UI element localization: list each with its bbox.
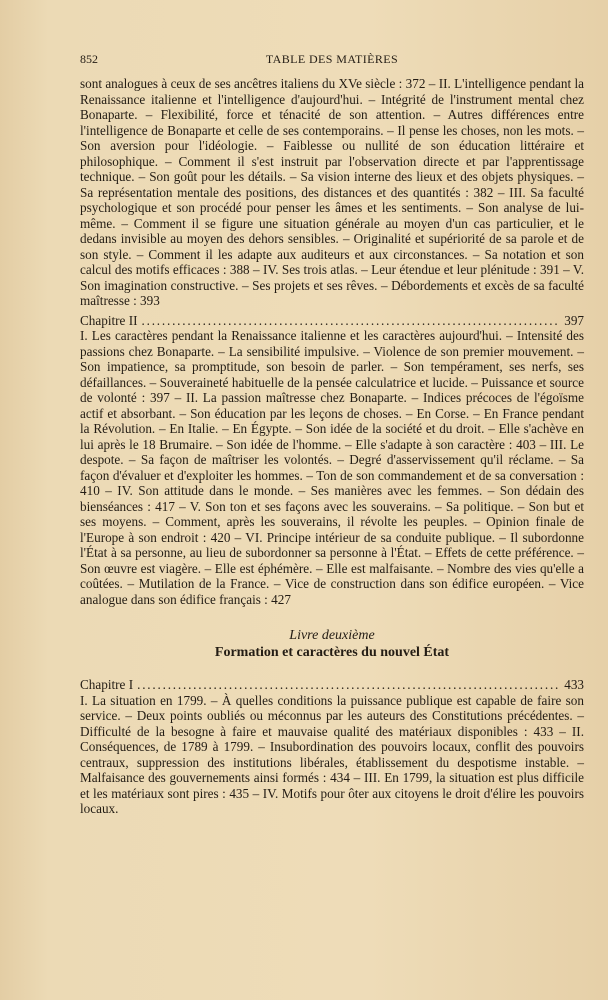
section-continued-entry: sont analogues à ceux de ses ancêtres italiens du XVe siècle : 372 – II. L'intelligence pendant la Renaissance italienne et l'intelligence d'aujourd'hui. – Intégrité de l'instrument mental chez Bonaparte. – Flexibilité, force et ténacité de son attention. – Autres différences entre l'intelligence de Bonaparte et celle de ses contemporains. – Il pense les choses, non les mots. – Son aversion pour l'idéologie. – Faiblesse ou nullité de son éducation littéraire et philosophique. – Comment il s'est instruit par l'observation directe et par l'apprentissage technique. – Son goût pour les détails. – Sa vision interne des lieux et des objets physiques. – Sa représentation mentale des positions, des distances et des quantités : 382 – III. Sa faculté psychologique et son procédé pour penser les âmes et les sentiments. – Son analyse de lui-même. – Comment il se figure une situation générale au moyen d'un cas particulier, et le dedans invisible au moyen des dehors sensibles. – Originalité et supériorité de sa parole et de son style. – Comment il les adapte aux auditeurs et aux circonstances. – Sa notation et son calcul des motifs efficaces : 388 – IV. Ses trois atlas. – Leur étendue et leur plénitude : 391 – V. Son imagination constructive. – Ses projets et ses rêves. – Débordements et excès de sa faculté maîtresse : 393: [80, 76, 584, 308]
chapter-1-heading: [80, 677, 584, 693]
chapter-2-summary: I. Les caractères pendant la Renaissance italienne et les caractères aujourd'hui. – Intensité des passions chez Bonaparte. – La sensibilité impulsive. – Violence de son premier mouvement. – Son impatience, sa promptitude, son besoin de parler. – Son tempérament, ses nerfs, ses défaillances. – Souveraineté habituelle de la pensée calculatrice et lucide. – Puissance et source de volonté : 397 – II. La passion maîtresse chez Bonaparte. – Indices précoces de l'égoïsme actif et absorbant. – Son éducation par les leçons de choses. – En Corse. – En France pendant la Révolution. – En Italie. – En Égypte. – Son idée de la société et du droit. – Elle s'achève en lui après le 18 Brumaire. – Son idée de l'homme. – Elle s'adapte à son caractère : 403 – III. Le despote. – Sa façon de maîtriser les volontés. – Degré d'asservissement qu'il réclame. – Sa façon d'évaluer et d'exploiter les hommes. – Ton de son commandement et de sa conversation : 410 – IV. Son attitude dans le monde. – Ses manières avec les femmes. – Son dédain des bienséances : 417 – V. Son ton et ses façons avec les souverains. – Sa politique. – Son but et ses moyens. – Comment, après les souverains, il révolte les peuples. – Opinion finale de l'Europe à son endroit : 420 – VI. Principe intérieur de sa conduite publique. – Il subordonne l'État à sa personne, au lieu de subordonner sa personne à l'État. – Effets de cette préférence. – Son œuvre est viagère. – Elle est éphémère. – Elle est malfaisante. – Nombre des vies qu'elle a coûtées. – Mutilation de la France. – Vice de construction dans son édifice européen. – Vice analogue dans son édifice français : 427: [80, 328, 584, 607]
chapter-2-page: 397: [564, 312, 584, 328]
table-of-contents: [80, 76, 584, 817]
book-heading: [80, 627, 584, 661]
chapter-1-label: Chapitre I: [80, 677, 134, 692]
dot-leader: [137, 677, 560, 693]
page-number: 852: [80, 52, 98, 66]
chapter-2-label: Chapitre II: [80, 312, 138, 328]
running-title: TABLE DES MATIÈRES: [265, 52, 399, 66]
dot-leader: [142, 313, 561, 329]
chapter-2-heading: [80, 313, 584, 329]
page-header: [80, 52, 584, 68]
chapter-1-page: 433: [564, 677, 584, 692]
chapter-1-summary: I. La situation en 1799. – À quelles conditions la puissance publique est capable de faire son service. – Deux points oubliés ou méconnus par les auteurs des Constitutions précédentes. – Difficulté de la besogne à faire et mauvaise qualité des matériaux disponibles : 433 – II. Conséquences, de 1789 à 1799. – Insubordination des pouvoirs locaux, conflit des pouvoirs centraux, suppression des institutions libérales, établissement du despotisme instable. – Malfaisance des gouvernements ainsi formés : 434 – III. En 1799, la situation est plus difficile et les matériaux sont pires : 435 – IV. Motifs pour ôter aux citoyens le droit d'élire les pouvoirs locaux.: [80, 692, 584, 816]
book-subtitle: Livre deuxième: [289, 628, 375, 643]
book-title: Formation et caractères du nouvel État: [214, 645, 450, 660]
